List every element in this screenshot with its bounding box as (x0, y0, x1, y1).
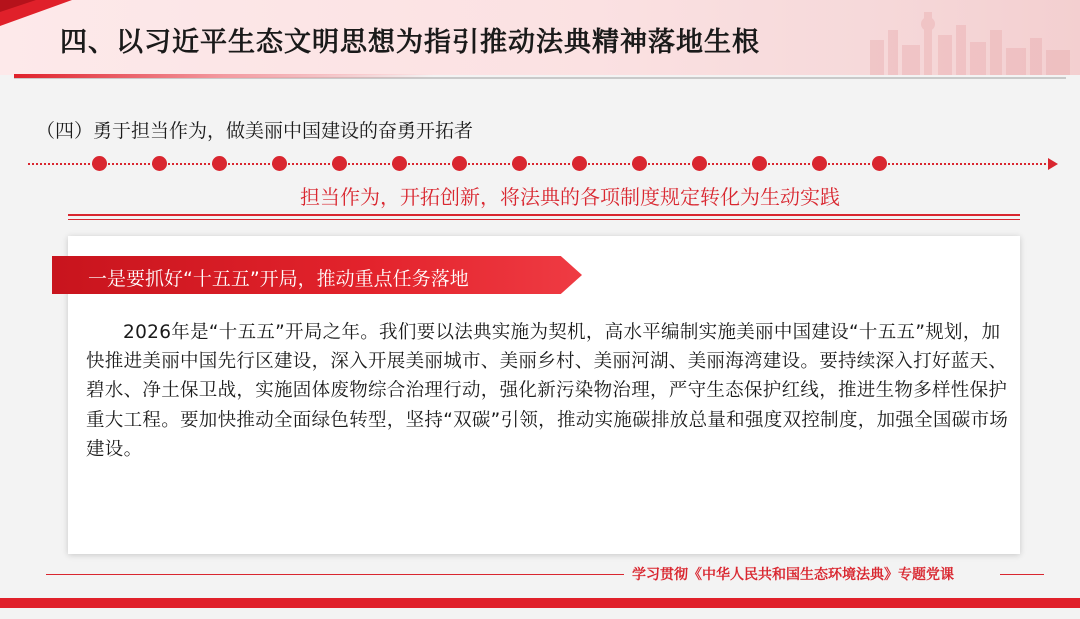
body-paragraph: 2026年是“十五五”开局之年。我们要以法典实施为契机，高水平编制实施美丽中国建设“十五五”规划，加快推进美丽中国先行区建设，深入开展美丽城市、美丽乡村、美丽河湖、美丽海湾建设。要持续深入打好蓝天、碧水、净土保卫战，实施固体废物综合治理行动，强化新污染物治理，严守生态保护红线，推进生物多样性保护重大工程。要加快推动全面绿色转型，坚持“双碳”引领，推动实施碳排放总量和强度双控制度，加强全国碳市场建设。 (86, 322, 1009, 460)
footer-caption: 学习贯彻《中华人民共和国生态环境法典》专题党课 (632, 567, 954, 583)
timeline-dot (212, 156, 227, 171)
timeline-dot (392, 156, 407, 171)
timeline-dot (92, 156, 107, 171)
timeline-dot (632, 156, 647, 171)
timeline-dot (272, 156, 287, 171)
timeline-dot (872, 156, 887, 171)
point-label: 一是要抓好“十五五”开局，推动重点任务落地 (88, 268, 469, 290)
timeline-dot (692, 156, 707, 171)
timeline (28, 154, 1058, 174)
section-slogan: 担当作为，开拓创新，将法典的各项制度规定转化为生动实践 (300, 185, 840, 209)
footer-divider-left (46, 574, 624, 575)
page-title: 四、以习近平生态文明思想为指引推动法典精神落地生根 (60, 27, 760, 58)
timeline-dot (752, 156, 767, 171)
header-banner (0, 0, 1080, 75)
slogan-divider-thin (68, 219, 1020, 220)
arrow-right-icon (1048, 158, 1058, 170)
footer-bar (0, 598, 1080, 608)
timeline-dotted-line (28, 163, 1046, 165)
timeline-dot (812, 156, 827, 171)
section-subtitle: （四）勇于担当作为，做美丽中国建设的奋勇开拓者 (36, 120, 474, 142)
city-skyline-icon (850, 0, 1080, 75)
timeline-dot (332, 156, 347, 171)
slogan-divider (68, 214, 1020, 216)
header-accent-divider (14, 74, 434, 78)
timeline-dot (452, 156, 467, 171)
header-dark-wedge (0, 0, 36, 12)
timeline-dot (512, 156, 527, 171)
footer-divider-right (1000, 574, 1044, 575)
timeline-dot (152, 156, 167, 171)
timeline-dot (572, 156, 587, 171)
